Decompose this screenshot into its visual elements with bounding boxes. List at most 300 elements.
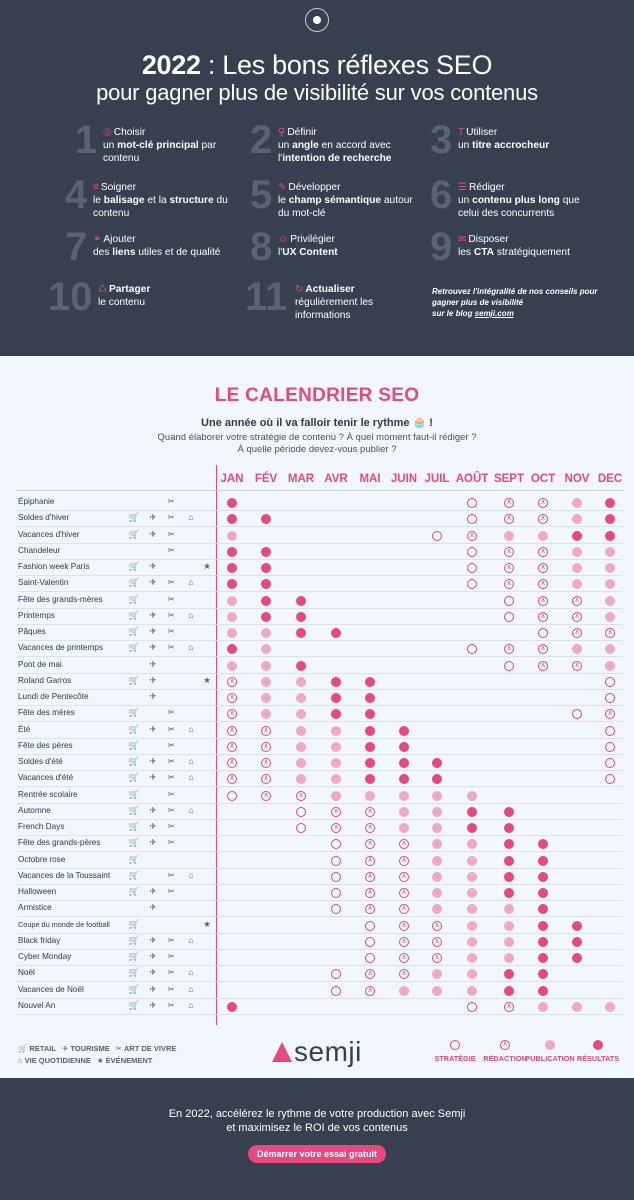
publication-marker [296, 709, 306, 719]
writing-marker: ∧ [504, 644, 514, 654]
calendar-row [0, 658, 634, 674]
calendar-row [0, 544, 634, 560]
results-marker [261, 547, 271, 557]
tip-number: 5 [250, 173, 273, 217]
results-marker [432, 774, 442, 784]
writing-marker: ∧ [538, 498, 548, 508]
writing-marker: ∧ [399, 888, 409, 898]
event-tags [128, 756, 214, 770]
results-marker [538, 969, 548, 979]
publication-marker [467, 904, 477, 914]
results-marker [331, 709, 341, 719]
writing-marker: ∧ [399, 969, 409, 979]
tourisme-icon: ✈ [149, 642, 157, 653]
vie-quotidienne-icon: ⌂ [188, 983, 194, 994]
evenement-icon: ★ [203, 674, 211, 685]
publication-marker [432, 823, 442, 833]
event-tags [128, 772, 214, 786]
retail-icon: 🛒 [128, 561, 140, 571]
event-tags [128, 740, 214, 754]
retail-icon: 🛒 [128, 756, 140, 766]
calendar-row [0, 836, 634, 852]
art-de-vivre-icon: ✂ [167, 772, 175, 783]
tip-fragment: et la [144, 195, 170, 206]
retail-icon: 🛒 [128, 853, 140, 864]
results-marker [227, 1002, 237, 1012]
publication-marker [296, 742, 306, 752]
evenement-icon: ★ [203, 561, 211, 571]
publication-marker [296, 774, 306, 784]
retail-icon: 🛒 [128, 951, 140, 961]
event-name: Fête des grands-mères [18, 594, 103, 604]
tip-fragment: le [278, 195, 289, 206]
writing-marker: ∧ [538, 612, 548, 622]
event-name: Soldes d'été [18, 757, 63, 766]
event-tags [128, 594, 214, 608]
tourisme-icon: ✈ [149, 983, 157, 994]
month-juin: JUIN [390, 473, 418, 485]
results-marker [261, 579, 271, 589]
tourisme-icon: ✈ [149, 512, 157, 523]
publication-marker [399, 986, 409, 996]
writing-marker: ∧ [399, 904, 409, 914]
tip-text [295, 283, 431, 322]
calendar-row [0, 641, 634, 657]
tourisme-icon: ✈ [149, 723, 157, 734]
event-tags [128, 545, 214, 559]
evenement-icon: ★ [203, 918, 211, 929]
month-mai: MAI [359, 473, 381, 485]
retail-icon: 🛒 [128, 934, 140, 945]
row-separator [17, 1014, 623, 1015]
writing-marker: ∧ [538, 579, 548, 589]
publication-marker [261, 693, 271, 703]
event-tags [128, 496, 214, 510]
results-marker [538, 937, 548, 947]
event-name: Coupe du monde de football [18, 919, 110, 929]
writing-marker: ∧ [538, 514, 548, 524]
tip-fragment: l' [278, 247, 283, 258]
vie-quotidienne-icon: ⌂ [188, 642, 194, 653]
tip-fragment: les [458, 247, 474, 258]
calendar-row [0, 560, 634, 576]
blog-link[interactable]: semji.com [474, 309, 514, 318]
retail-icon: 🛒 [128, 918, 140, 929]
strategy-marker [605, 774, 615, 784]
tip-keyword: Actualiser [305, 284, 355, 295]
strategy-marker [605, 742, 615, 752]
event-name: Octobre rose [18, 854, 66, 864]
tip-number: 6 [430, 173, 453, 217]
writing-marker: ∧ [365, 888, 375, 898]
calendar-row [0, 901, 634, 917]
retail-icon: 🛒 [128, 626, 140, 636]
writing-marker: ∧ [227, 758, 237, 768]
event-name: Lundi de Pentecôte [18, 692, 89, 701]
retail-icon: 🛒 [128, 528, 140, 539]
writing-marker: ∧ [538, 661, 548, 671]
tip-6 [430, 173, 590, 227]
writing-marker: ∧ [572, 596, 582, 606]
retail-icon: 🛒 [128, 886, 140, 896]
status-legend [425, 1040, 625, 1066]
tip-icon: ✉ [458, 234, 467, 245]
publication-marker [504, 904, 514, 914]
art-de-vivre-icon: ✂ [167, 967, 175, 978]
results-marker [593, 1040, 603, 1050]
event-name: Pâques [18, 627, 46, 636]
blog-note [432, 286, 602, 319]
legend-résultats [568, 1040, 628, 1063]
strategy-marker [331, 969, 341, 979]
event-name: Vacances de Noël [18, 984, 84, 994]
publication-marker [261, 661, 271, 671]
tourisme-icon: ✈ [149, 577, 157, 588]
publication-marker [467, 888, 477, 898]
strategy-marker [331, 856, 341, 866]
results-marker [572, 921, 582, 931]
vie-quotidienne-icon: ⌂ [188, 609, 194, 620]
publication-marker [399, 791, 409, 801]
tip-text [278, 181, 414, 220]
event-tags [128, 984, 214, 998]
publication-marker [432, 904, 442, 914]
event-name: French Days [18, 822, 65, 831]
month-avr: AVR [324, 473, 348, 485]
vie-quotidienne-icon: ⌂ [188, 723, 194, 734]
month-jan: JAN [220, 473, 244, 485]
vie-quotidienne-icon: ⌂ [188, 772, 194, 783]
retail-icon: 🛒 [128, 723, 140, 734]
category-legend-item: ✈ TOURISME [61, 1044, 110, 1053]
strategy-marker [365, 921, 375, 931]
tip-text [278, 126, 414, 165]
writing-marker: ∧ [365, 969, 375, 979]
art-de-vivre-icon: ✂ [167, 869, 175, 880]
art-de-vivre-icon: ✂ [167, 609, 175, 620]
tourisme-icon: ✈ [149, 691, 157, 701]
publication-marker [504, 953, 514, 963]
tourisme-icon: ✈ [149, 561, 157, 571]
results-marker [467, 807, 477, 817]
results-marker [504, 807, 514, 817]
publication-marker [261, 709, 271, 719]
publication-marker [605, 596, 615, 606]
tourisme-icon: ✈ [149, 902, 157, 913]
tip-1 [75, 118, 235, 172]
results-marker [365, 709, 375, 719]
strategy-marker [467, 579, 477, 589]
writing-marker: ∧ [331, 823, 341, 833]
event-tags [128, 724, 214, 738]
event-tags [128, 610, 214, 624]
publication-marker [331, 742, 341, 752]
calendar-row [0, 966, 634, 982]
publication-marker [432, 872, 442, 882]
month-nov: NOV [564, 473, 590, 485]
calendar-row [0, 918, 634, 934]
event-name: Fête des grands-pères [18, 838, 101, 848]
retail-icon: 🛒 [128, 577, 140, 588]
month-dec: DEC [597, 473, 623, 485]
tip-number: 7 [65, 225, 88, 269]
writing-marker: ∧ [504, 563, 514, 573]
results-marker [572, 531, 582, 541]
writing-marker: ∧ [365, 839, 375, 849]
publication-marker [467, 839, 477, 849]
retail-icon: 🛒 [128, 788, 140, 799]
tourisme-icon: ✈ [149, 951, 157, 961]
writing-marker: ∧ [261, 758, 271, 768]
category-legend-item: ✂ ART DE VIVRE [115, 1044, 177, 1053]
strategy-marker [365, 937, 375, 947]
event-tags [128, 675, 214, 689]
publication-marker [399, 823, 409, 833]
publication-marker [467, 969, 477, 979]
free-trial-button[interactable]: Démarrer votre essai gratuit [248, 1145, 386, 1163]
results-marker [538, 921, 548, 931]
event-tags [128, 854, 214, 868]
tip-7 [65, 225, 225, 279]
art-de-vivre-icon: ✂ [167, 821, 175, 831]
publication-marker [296, 726, 306, 736]
calendar-row [0, 771, 634, 787]
writing-marker: ∧ [261, 774, 271, 784]
results-marker [399, 742, 409, 752]
event-tags [128, 577, 214, 591]
publication-marker [605, 579, 615, 589]
brand-logo [272, 1036, 382, 1068]
tip-icon: T [458, 127, 465, 138]
publication-marker [605, 644, 615, 654]
results-marker [365, 693, 375, 703]
publication-marker [432, 969, 442, 979]
publication-marker [261, 628, 271, 638]
publication-marker [605, 612, 615, 622]
writing-marker: ∧ [296, 791, 306, 801]
month-oct: OCT [530, 473, 556, 485]
event-name: Vacances de printemps [18, 643, 103, 653]
calendar-subtitle: Une année où il va falloir tenir le rythme 🧁 ! [201, 417, 433, 429]
vie-quotidienne-icon: ⌂ [188, 869, 194, 880]
writing-marker: ∧ [538, 547, 548, 557]
tip-keyword: structure [169, 195, 214, 206]
tourisme-icon: ✈ [149, 934, 157, 945]
category-legend-item: 🛒 RETAIL [18, 1044, 56, 1053]
writing-marker: ∧ [500, 1040, 510, 1050]
results-marker [296, 596, 306, 606]
tip-icon: ↻ [295, 284, 304, 295]
results-marker [504, 823, 514, 833]
results-marker [432, 758, 442, 768]
publication-marker [331, 774, 341, 784]
art-de-vivre-icon: ✂ [167, 788, 175, 799]
writing-marker: ∧ [572, 612, 582, 622]
publication-marker [296, 693, 306, 703]
art-de-vivre-icon: ✂ [167, 983, 175, 994]
writing-marker: ∧ [572, 661, 582, 671]
publication-marker [504, 531, 514, 541]
tip-fragment: Privilégier [290, 234, 335, 245]
writing-marker: ∧ [365, 872, 375, 882]
writing-marker: ∧ [538, 596, 548, 606]
tip-number: 8 [250, 225, 273, 269]
results-marker [504, 888, 514, 898]
results-marker [504, 872, 514, 882]
publication-marker [365, 791, 375, 801]
writing-marker: ∧ [605, 709, 615, 719]
calendar-row [0, 528, 634, 544]
art-de-vivre-icon: ✂ [167, 837, 175, 848]
publication-marker [227, 612, 237, 622]
tip-text [458, 126, 594, 152]
tip-text [103, 126, 239, 165]
results-marker [296, 612, 306, 622]
tip-number: 11 [245, 275, 288, 319]
retail-icon: 🛒 [128, 739, 140, 750]
calendar-row [0, 869, 634, 885]
tip-keyword: angle [292, 140, 319, 151]
tip-fragment: Développer [288, 182, 341, 193]
event-name: Halloween [18, 887, 57, 896]
footer-section [0, 1078, 634, 1200]
tip-icon: ☰ [458, 182, 467, 193]
event-tags [128, 886, 214, 900]
event-name: Vacances de la Toussaint [18, 870, 111, 880]
tip-number: 10 [48, 275, 93, 319]
publication-marker [572, 547, 582, 557]
results-marker [538, 839, 548, 849]
publication-marker [504, 937, 514, 947]
event-name: Pont de mai [18, 659, 62, 669]
results-marker [365, 726, 375, 736]
calendar-row [0, 983, 634, 999]
results-marker [261, 514, 271, 524]
strategy-marker [331, 888, 341, 898]
retail-icon: 🛒 [128, 707, 140, 718]
publication-marker [467, 791, 477, 801]
publication-marker [331, 726, 341, 736]
calendar-row [0, 674, 634, 690]
results-marker [605, 514, 615, 524]
writing-marker: ∧ [504, 579, 514, 589]
tip-fragment: stratégiquement [494, 247, 570, 258]
results-marker [538, 856, 548, 866]
strategy-marker [331, 839, 341, 849]
tip-fragment: régulièrement les informations [295, 297, 374, 321]
publication-marker [538, 1002, 548, 1012]
results-marker [504, 839, 514, 849]
publication-marker [605, 661, 615, 671]
publication-marker [605, 1002, 615, 1012]
art-de-vivre-icon: ✂ [167, 577, 175, 588]
month-mar: MAR [287, 473, 315, 485]
calendar-row [0, 788, 634, 804]
results-marker [538, 953, 548, 963]
legend-label: RÉDACTION [483, 1054, 527, 1063]
publication-marker [261, 677, 271, 687]
art-de-vivre-icon: ✂ [167, 642, 175, 653]
event-tags [128, 1000, 214, 1014]
publication-marker [432, 839, 442, 849]
publication-marker [467, 953, 477, 963]
category-legend-item: ★ ÉVÉNEMENT [96, 1056, 153, 1065]
publication-marker [432, 807, 442, 817]
tip-fragment: un [458, 140, 473, 151]
results-marker [504, 969, 514, 979]
writing-marker: ∧ [365, 807, 375, 817]
tip-icon: ⚭ [93, 234, 102, 245]
publication-marker [467, 937, 477, 947]
retail-icon: 🛒 [128, 869, 140, 880]
retail-icon: 🛒 [128, 837, 140, 848]
tip-keyword: CTA [473, 247, 495, 258]
art-de-vivre-icon: ✂ [167, 707, 175, 718]
results-marker [261, 596, 271, 606]
writing-marker: ∧ [504, 514, 514, 524]
writing-marker: ∧ [365, 986, 375, 996]
category-legend [18, 1043, 218, 1067]
writing-marker: ∧ [227, 709, 237, 719]
writing-marker: ∧ [432, 937, 442, 947]
calendar-row [0, 593, 634, 609]
strategy-marker [605, 693, 615, 703]
event-tags [128, 870, 214, 884]
event-name: Saint-Valentin [18, 578, 69, 588]
retail-icon: 🛒 [128, 674, 140, 685]
calendar-row [0, 511, 634, 527]
results-marker [331, 628, 341, 638]
writing-marker: ∧ [399, 856, 409, 866]
calendar-row [0, 576, 634, 592]
event-name: Noël [18, 968, 35, 978]
writing-marker: ∧ [399, 921, 409, 931]
calendar-row [0, 706, 634, 722]
results-marker [227, 644, 237, 654]
header-separator [17, 490, 623, 491]
tip-number: 1 [75, 118, 98, 162]
tip-2 [250, 118, 410, 172]
retail-icon: 🛒 [128, 804, 140, 815]
event-name: Vacances d'été [18, 773, 74, 783]
writing-marker: ∧ [538, 563, 548, 573]
tip-fragment: Utiliser [466, 127, 498, 138]
retail-icon: 🛒 [128, 512, 140, 523]
art-de-vivre-icon: ✂ [167, 496, 175, 506]
blog-note-prefix: sur le blog [432, 309, 475, 318]
calendar-row [0, 625, 634, 641]
event-name: Printemps [18, 610, 55, 620]
calendar-row [0, 690, 634, 706]
tip-fragment: utiles et de qualité [135, 247, 221, 258]
publication-marker [572, 563, 582, 573]
writing-marker: ∧ [227, 774, 237, 784]
calendar-row [0, 739, 634, 755]
tip-fragment: un [458, 195, 473, 206]
writing-marker: ∧ [399, 937, 409, 947]
tip-fragment: par contenu [103, 140, 217, 164]
calendar-question-2: À quelle période devez-vous publier ? [237, 444, 397, 455]
calendar-row [0, 885, 634, 901]
tip-icon: ✎ [278, 182, 287, 193]
results-marker [504, 856, 514, 866]
tip-fragment: Définir [287, 127, 317, 138]
results-marker [572, 953, 582, 963]
art-de-vivre-icon: ✂ [167, 886, 175, 896]
event-name: Fête des mères [18, 708, 75, 718]
calendar-row [0, 755, 634, 771]
writing-marker: ∧ [399, 953, 409, 963]
